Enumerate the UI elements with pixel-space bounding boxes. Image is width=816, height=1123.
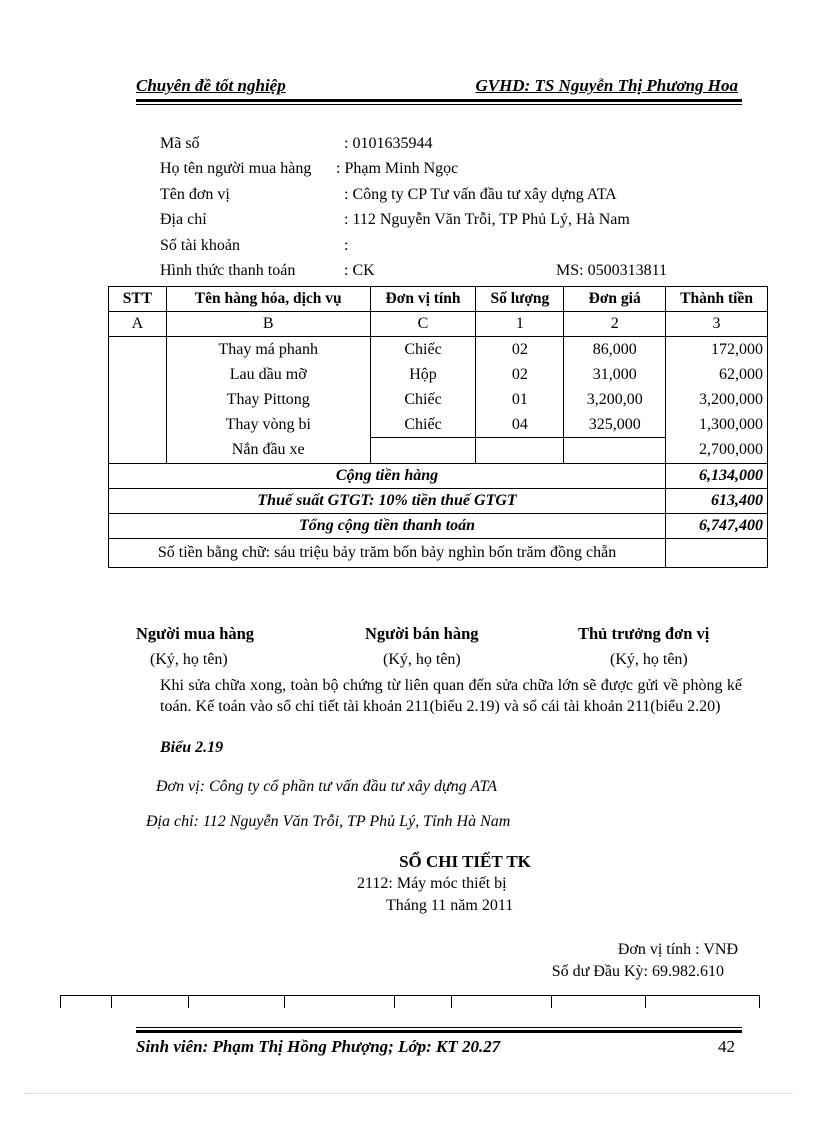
- page-edge: [24, 1093, 794, 1094]
- ledger-account: 2112: Máy móc thiết bị: [357, 875, 507, 892]
- ledger-col-divider: [645, 995, 646, 1008]
- info-ms: MS: 0500313811: [556, 262, 667, 279]
- ledger-period: Tháng 11 năm 2011: [386, 897, 514, 914]
- ledger-title: SỔ CHI TIẾT TK: [399, 852, 531, 871]
- footer-rule: [136, 1027, 742, 1033]
- ledger-currency: Đơn vị tính : VNĐ: [617, 941, 738, 958]
- col-header: Đơn giá: [564, 287, 666, 312]
- ledger-col-divider: [451, 995, 452, 1008]
- col-header: Số lượng: [476, 287, 564, 312]
- page-number: 42: [718, 1037, 735, 1056]
- table-row: Lau dầu mỡ Hộp 02 31,000 62,000: [109, 362, 768, 387]
- col-header: Thành tiền: [666, 287, 768, 312]
- ledger-col-divider: [111, 995, 112, 1008]
- signature-buyer-title: Người mua hàng: [136, 624, 255, 643]
- table-code-row: A B C 1 2 3: [109, 312, 768, 337]
- signature-seller-title: Người bán hàng: [365, 624, 479, 643]
- col-header: Đơn vị tính: [370, 287, 476, 312]
- signature-seller-sub: (Ký, họ tên): [383, 651, 461, 668]
- ledger-table-top: [60, 995, 760, 996]
- invoice-table: [108, 286, 768, 568]
- table-row: Thay vòng bi Chiếc 04 325,000 1,300,000: [109, 412, 768, 438]
- header-right: GVHD: TS Nguyễn Thị Phương Hoa: [475, 76, 738, 95]
- table-header-row: [109, 287, 768, 312]
- ledger-col-divider: [60, 995, 61, 1008]
- ledger-col-divider: [759, 995, 760, 1008]
- unit-name: Đơn vị: Công ty cổ phần tư vấn đầu tư xây dựng ATA: [156, 778, 498, 795]
- table-row: Thay má phanh Chiếc 02 86,000 172,000: [109, 337, 768, 363]
- ledger-col-divider: [284, 995, 285, 1008]
- table-row: Nắn đầu xe 2,700,000: [109, 438, 768, 464]
- col-header: STT: [109, 287, 167, 312]
- col-header: Tên hàng hóa, dịch vụ: [166, 287, 370, 312]
- signature-buyer-sub: (Ký, họ tên): [150, 651, 228, 668]
- ledger-opening-balance: Số dư Đầu Kỳ: 69.982.610: [551, 963, 724, 980]
- unit-address: Địa chỉ: 112 Nguyễn Văn Trỗi, TP Phủ Lý, Tỉnh Hà Nam: [146, 813, 511, 830]
- bieu-label: Biểu 2.19: [160, 739, 224, 756]
- vat-row: Thuế suất GTGT: 10% tiền thuế GTGT 613,400: [109, 489, 768, 514]
- table-row: Thay Pittong Chiếc 01 3,200,00 3,200,000: [109, 387, 768, 412]
- header-left: Chuyên đề tốt nghiệp: [136, 76, 286, 95]
- signature-head-title: Thủ trưởng đơn vị: [578, 624, 710, 643]
- ledger-col-divider: [394, 995, 395, 1008]
- footer-student: Sinh viên: Phạm Thị Hồng Phượng; Lớp: KT 20.27: [136, 1037, 501, 1056]
- subtotal-row: Cộng tiền hàng 6,134,000: [109, 464, 768, 489]
- amount-in-words-row: Số tiền bằng chữ: sáu triệu bảy trăm bốn bảy nghìn bốn trăm đồng chẵn: [109, 539, 768, 568]
- total-row: Tổng cộng tiền thanh toán 6,747,400: [109, 514, 768, 539]
- body-paragraph: Khi sửa chữa xong, toàn bộ chứng từ liên quan đến sửa chữa lớn sẽ được gửi về phòng kế toán. Kế toán vào sổ chi tiết tài khoản 211(biểu 2.19) và sổ cái tài khoản 211(biểu 2.20): [160, 677, 742, 715]
- header-rule: [136, 99, 742, 105]
- ledger-col-divider: [188, 995, 189, 1008]
- signature-head-sub: (Ký, họ tên): [610, 651, 688, 668]
- ledger-col-divider: [551, 995, 552, 1008]
